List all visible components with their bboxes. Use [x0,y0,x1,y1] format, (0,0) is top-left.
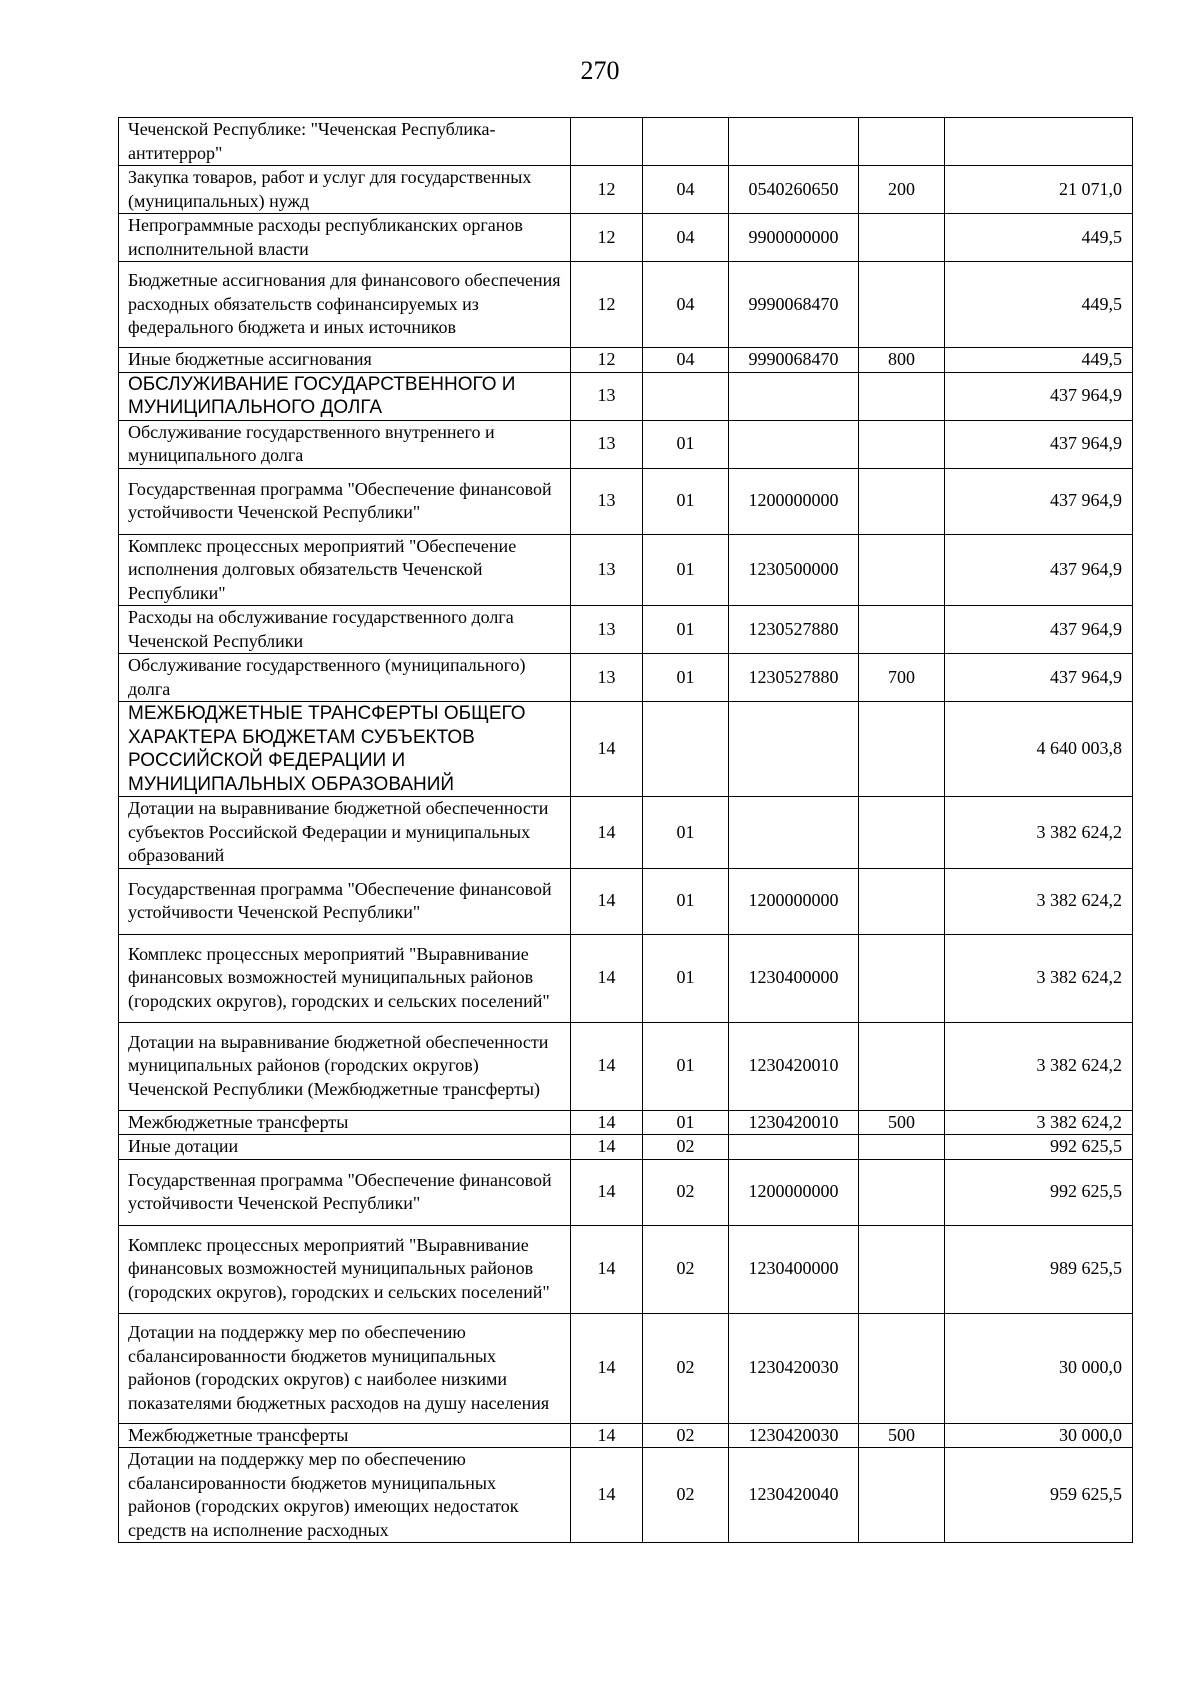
row-section-code: 14 [571,1135,643,1160]
row-target-article-code: 1230420030 [729,1313,859,1423]
row-target-article-code: 1230420040 [729,1448,859,1543]
row-name: Дотации на выравнивание бюджетной обеспеченности муниципальных районов (городских округов) Чеченской Республики (Межбюджетные трансферты) [119,1022,571,1110]
row-expense-type-code [859,606,945,654]
row-expense-type-code [859,372,945,420]
row-target-article-code [729,1135,859,1160]
row-amount: 449,5 [945,214,1133,262]
row-section-code: 14 [571,1110,643,1135]
table-row [119,606,1133,654]
row-section-code: 14 [571,702,643,797]
row-section-code: 14 [571,868,643,934]
table-row [119,1423,1133,1448]
row-name: Чеченской Республике: "Чеченская Республика-антитеррор" [119,118,571,166]
row-amount: 4 640 003,8 [945,702,1133,797]
row-name: Иные бюджетные ассигнования [119,348,571,373]
row-section-code: 14 [571,1448,643,1543]
row-name: Бюджетные ассигнования для финансового обеспечения расходных обязательств софинансируемых из федерального бюджета и иных источников [119,262,571,348]
row-section-code: 14 [571,934,643,1022]
row-expense-type-code [859,468,945,534]
row-expense-type-code [859,214,945,262]
row-section-code: 13 [571,534,643,606]
row-amount: 437 964,9 [945,372,1133,420]
row-expense-type-code [859,1448,945,1543]
row-amount: 3 382 624,2 [945,797,1133,869]
row-subsection-code: 04 [643,214,729,262]
row-amount: 437 964,9 [945,606,1133,654]
row-section-code: 14 [571,1423,643,1448]
row-name: Государственная программа "Обеспечение финансовой устойчивости Чеченской Республики" [119,1159,571,1225]
row-name: Межбюджетные трансферты [119,1423,571,1448]
row-subsection-code: 02 [643,1225,729,1313]
page-number: 270 [580,56,620,85]
row-target-article-code [729,420,859,468]
row-amount: 449,5 [945,262,1133,348]
row-section-code: 12 [571,348,643,373]
table-row [119,372,1133,420]
row-expense-type-code [859,262,945,348]
row-expense-type-code [859,534,945,606]
row-target-article-code: 9900000000 [729,214,859,262]
row-amount: 437 964,9 [945,468,1133,534]
row-name: МЕЖБЮДЖЕТНЫЕ ТРАНСФЕРТЫ ОБЩЕГО ХАРАКТЕРА БЮДЖЕТАМ СУБЪЕКТОВ РОССИЙСКОЙ ФЕДЕРАЦИИ И МУНИЦИПАЛЬНЫХ ОБРАЗОВАНИЙ [119,702,571,797]
table-row [119,1225,1133,1313]
row-target-article-code: 1230400000 [729,1225,859,1313]
row-section-code: 14 [571,797,643,869]
table-row [119,118,1133,166]
table-row [119,534,1133,606]
table-row [119,1448,1133,1543]
row-amount: 992 625,5 [945,1135,1133,1160]
row-amount: 3 382 624,2 [945,1022,1133,1110]
row-target-article-code [729,372,859,420]
table-row [119,868,1133,934]
row-section-code: 14 [571,1022,643,1110]
row-subsection-code: 01 [643,934,729,1022]
row-section-code: 14 [571,1313,643,1423]
row-subsection-code: 04 [643,166,729,214]
row-subsection-code: 04 [643,262,729,348]
row-name: Расходы на обслуживание государственного долга Чеченской Республики [119,606,571,654]
row-amount: 21 071,0 [945,166,1133,214]
row-name: Дотации на поддержку мер по обеспечению сбалансированности бюджетов муниципальных районов (городских округов) с наиболее низкими показателями бюджетных расходов на душу населения [119,1313,571,1423]
row-section-code: 13 [571,372,643,420]
row-target-article-code [729,702,859,797]
row-section-code: 12 [571,166,643,214]
row-target-article-code: 1230527880 [729,606,859,654]
row-section-code: 13 [571,654,643,702]
table-row [119,262,1133,348]
row-target-article-code: 0540260650 [729,166,859,214]
row-amount: 959 625,5 [945,1448,1133,1543]
row-name: Обслуживание государственного (муниципального) долга [119,654,571,702]
row-subsection-code: 01 [643,1022,729,1110]
table-row [119,1135,1133,1160]
row-target-article-code: 1230500000 [729,534,859,606]
table-row [119,1110,1133,1135]
row-name: Иные дотации [119,1135,571,1160]
row-subsection-code: 01 [643,468,729,534]
row-target-article-code: 1200000000 [729,468,859,534]
row-expense-type-code [859,1225,945,1313]
table-row [119,702,1133,797]
row-target-article-code: 1200000000 [729,868,859,934]
row-subsection-code: 01 [643,868,729,934]
row-name: Государственная программа "Обеспечение финансовой устойчивости Чеченской Республики" [119,868,571,934]
row-section-code: 13 [571,420,643,468]
row-expense-type-code [859,934,945,1022]
table-row [119,468,1133,534]
row-name: Непрограммные расходы республиканских органов исполнительной власти [119,214,571,262]
row-amount: 437 964,9 [945,654,1133,702]
row-name: Комплекс процессных мероприятий "Выравнивание финансовых возможностей муниципальных районов (городских округов), городских и сельских поселений" [119,1225,571,1313]
table-row [119,654,1133,702]
row-expense-type-code [859,868,945,934]
row-name: Дотации на выравнивание бюджетной обеспеченности субъектов Российской Федерации и муниципальных образований [119,797,571,869]
row-section-code [571,118,643,166]
table-row [119,1022,1133,1110]
row-target-article-code: 1230420010 [729,1022,859,1110]
row-target-article-code: 9990068470 [729,348,859,373]
row-target-article-code [729,118,859,166]
table-row [119,214,1133,262]
table-row [119,1313,1133,1423]
row-expense-type-code [859,1159,945,1225]
table-row [119,934,1133,1022]
row-section-code: 13 [571,606,643,654]
row-amount: 989 625,5 [945,1225,1133,1313]
row-expense-type-code: 700 [859,654,945,702]
row-subsection-code [643,118,729,166]
row-subsection-code [643,372,729,420]
row-target-article-code: 1230400000 [729,934,859,1022]
row-section-code: 14 [571,1225,643,1313]
row-name: Дотации на поддержку мер по обеспечению сбалансированности бюджетов муниципальных районов (городских округов) имеющих недостаток средств на исполнение расходных [119,1448,571,1543]
row-name: Закупка товаров, работ и услуг для государственных (муниципальных) нужд [119,166,571,214]
row-subsection-code: 01 [643,797,729,869]
row-amount: 3 382 624,2 [945,868,1133,934]
row-amount: 30 000,0 [945,1423,1133,1448]
row-expense-type-code [859,797,945,869]
row-subsection-code: 01 [643,534,729,606]
table-row [119,797,1133,869]
row-target-article-code: 9990068470 [729,262,859,348]
row-name: Государственная программа "Обеспечение финансовой устойчивости Чеченской Республики" [119,468,571,534]
row-subsection-code: 04 [643,348,729,373]
row-subsection-code: 01 [643,420,729,468]
row-subsection-code: 02 [643,1159,729,1225]
row-name: Обслуживание государственного внутреннего и муниципального долга [119,420,571,468]
table-row [119,420,1133,468]
row-expense-type-code [859,1135,945,1160]
row-target-article-code: 1230527880 [729,654,859,702]
row-section-code: 13 [571,468,643,534]
row-section-code: 12 [571,262,643,348]
row-name: Межбюджетные трансферты [119,1110,571,1135]
row-amount: 449,5 [945,348,1133,373]
row-name: Комплекс процессных мероприятий "Обеспечение исполнения долговых обязательств Чеченской Республики" [119,534,571,606]
row-amount [945,118,1133,166]
row-section-code: 14 [571,1159,643,1225]
row-amount: 3 382 624,2 [945,934,1133,1022]
row-amount: 30 000,0 [945,1313,1133,1423]
row-subsection-code: 02 [643,1448,729,1543]
row-expense-type-code [859,1313,945,1423]
row-subsection-code: 02 [643,1423,729,1448]
row-expense-type-code [859,1022,945,1110]
row-expense-type-code: 200 [859,166,945,214]
row-expense-type-code [859,702,945,797]
row-subsection-code: 02 [643,1313,729,1423]
row-name: ОБСЛУЖИВАНИЕ ГОСУДАРСТВЕННОГО И МУНИЦИПАЛЬНОГО ДОЛГА [119,372,571,420]
table-row [119,348,1133,373]
row-expense-type-code: 500 [859,1423,945,1448]
row-subsection-code: 01 [643,606,729,654]
table-row [119,166,1133,214]
row-amount: 3 382 624,2 [945,1110,1133,1135]
row-target-article-code: 1200000000 [729,1159,859,1225]
budget-table [118,117,1133,1543]
table-row [119,1159,1133,1225]
row-amount: 437 964,9 [945,534,1133,606]
row-target-article-code: 1230420030 [729,1423,859,1448]
row-subsection-code [643,702,729,797]
row-amount: 992 625,5 [945,1159,1133,1225]
row-expense-type-code [859,420,945,468]
row-amount: 437 964,9 [945,420,1133,468]
row-expense-type-code: 500 [859,1110,945,1135]
row-expense-type-code [859,118,945,166]
row-subsection-code: 01 [643,1110,729,1135]
row-expense-type-code: 800 [859,348,945,373]
row-name: Комплекс процессных мероприятий "Выравнивание финансовых возможностей муниципальных районов (городских округов), городских и сельских поселений" [119,934,571,1022]
row-section-code: 12 [571,214,643,262]
row-target-article-code: 1230420010 [729,1110,859,1135]
row-subsection-code: 02 [643,1135,729,1160]
row-target-article-code [729,797,859,869]
row-subsection-code: 01 [643,654,729,702]
